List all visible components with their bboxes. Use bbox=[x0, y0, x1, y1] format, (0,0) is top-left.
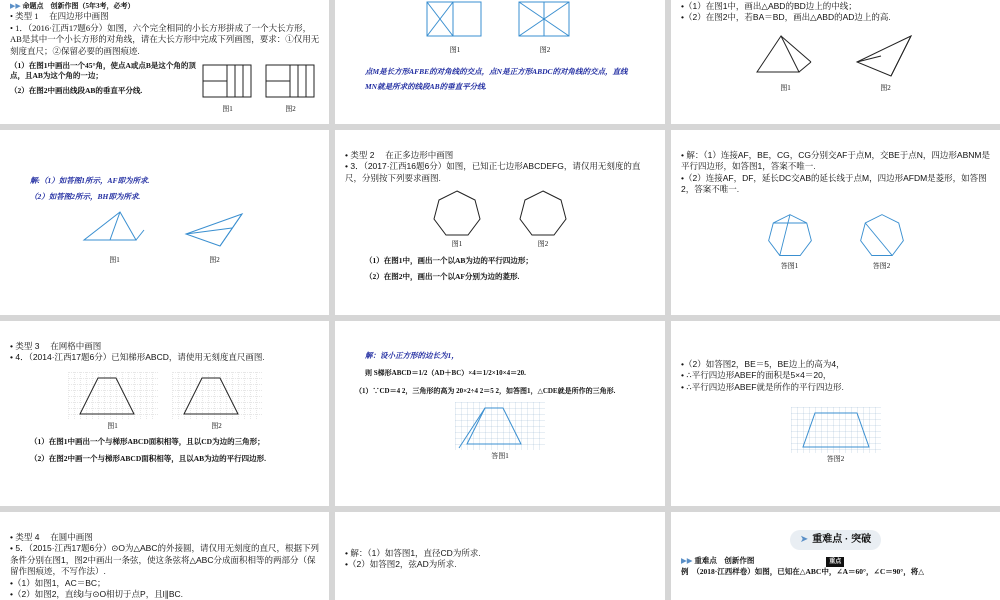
type-heading: • 类型 2 在正多边形中画图 bbox=[345, 150, 454, 160]
answer-figure-2: 图2 bbox=[180, 210, 250, 265]
triangle-icon: ▶▶ bbox=[10, 2, 21, 10]
figure-2: 图2 bbox=[851, 32, 921, 93]
figure-2: 图2 bbox=[263, 61, 318, 114]
answer-figure-1: 答图1 bbox=[764, 210, 816, 271]
answer-1: •（2）如答图2，BE＝5，BE边上的高为4， bbox=[681, 359, 845, 369]
question-1: （1）在图1中画出一个与梯形ABCD面积相等，且以CD为边的三角形； bbox=[30, 437, 265, 447]
section-banner: ➤ 重难点 · 突破 bbox=[790, 530, 881, 550]
question-2: •（2）在图2中，若BA＝BD，画出△ABD的AD边上的高. bbox=[681, 12, 891, 23]
section-header: ▶▶ 命题点 创新作图（5年3考，必考） bbox=[10, 2, 135, 10]
answer-2: （2）如答图2所示，BH即为所求. bbox=[30, 192, 141, 202]
answer-1: • 解：（1）如答图1，直径CD为所求. bbox=[345, 548, 481, 558]
problem-text: • 3．（2017·江西16题6分）如图，已知正七边形ABCDEFG，请仅用无刻度的直尺，分别按下列要求画图. bbox=[345, 161, 641, 183]
key-point-badge: 重点 bbox=[826, 557, 844, 567]
question-2: （2）在图2中画出线段AB的垂直平分线. bbox=[10, 85, 143, 95]
example-text: 例 （2018·江西样卷）如图，已知在△ABC中，∠A＝60°，∠C＝90°，将△ bbox=[681, 566, 925, 576]
answer-figure-1: 图1 bbox=[425, 0, 485, 55]
answer-2: • ∴平行四边形ABEF的面积是5×4＝20， bbox=[681, 370, 832, 381]
figure-1: 图1 bbox=[200, 61, 255, 114]
question-1: （1）在图1中画出一个45°角，使点A或点B是这个角的顶点，且AB为这个角的一边； bbox=[10, 61, 196, 81]
slide-11 bbox=[335, 512, 665, 600]
question-1: （1）在图1中，画出一个以AB为边的平行四边形； bbox=[365, 255, 533, 265]
figure-1: 图1 bbox=[751, 32, 821, 93]
heptagon-figure-2: 图2 bbox=[515, 188, 571, 249]
section-header: ▶▶ 重难点 创新作图 重点 bbox=[681, 556, 990, 567]
problem-text: • 5．（2015·江西17题6分）⊙O为△ABC的外接圆，请仅用无刻度的直尺，根据下列条件分别在图1，图2中画出一条弦，使这条弦将△ABC分成面积相等的两部分（保留作图痕迹，不写作法）. bbox=[10, 543, 319, 577]
arrow-icon: ➤ bbox=[799, 534, 809, 545]
grid-figure-1: 图1 bbox=[68, 372, 158, 431]
answer-1: 解:（1）如答图1所示，AF即为所求. bbox=[30, 176, 150, 185]
answer-figure-1: 图1 bbox=[80, 210, 150, 265]
answer-2: •（2）连接AF，DF，延长DC交AB的延长线于点M，四边形AFDM是菱形，如答图2，答案不唯一. bbox=[681, 172, 987, 195]
grid-figure-2: 图2 bbox=[172, 372, 262, 431]
slide-7 bbox=[0, 321, 329, 506]
question-2: （2）在图2中，画出一个以AF分别为边的菱形. bbox=[365, 271, 520, 281]
problem-text: • 4．（2014·江西17题6分）已知梯形ABCD，请使用无刻度直尺画图. bbox=[10, 352, 265, 363]
slide-6 bbox=[671, 130, 1000, 315]
slide-4 bbox=[0, 130, 329, 315]
type-heading: • 类型 3 在网格中画图 bbox=[10, 341, 102, 351]
type-heading: • 类型 4 在圆中画图 bbox=[10, 532, 93, 542]
slide-1 bbox=[0, 0, 329, 124]
answer-figure-2: 答图2 bbox=[856, 210, 908, 271]
answer-2: 则 S梯形ABCD＝1/2（AD＋BC）×4＝1/2×10×4＝20. bbox=[365, 369, 526, 378]
type-heading: • 类型 1 在四边形中画图 bbox=[10, 11, 109, 22]
answer-figure: 答图1 bbox=[455, 402, 545, 461]
question-1: •（1）在图1中，画出△ABD的BD边上的中线； bbox=[681, 1, 857, 11]
heptagon-figure-1: 图1 bbox=[429, 188, 485, 249]
slide-3 bbox=[671, 0, 1000, 124]
answer-figure-2: 图2 bbox=[515, 0, 575, 55]
question-2: •（2）如图2，直线l与⊙O相切于点P，且l∥BC. bbox=[10, 589, 184, 600]
answer-3: （1）∵CD＝4 2，三角形的高为 20×2÷4 2＝5 2，如答图1，△CDE就是所作的三角形. bbox=[355, 386, 616, 395]
question-2: （2）在图2中画一个与梯形ABCD面积相等，且以AB为边的平行四边形. bbox=[30, 453, 267, 463]
slide-10 bbox=[0, 512, 329, 600]
slide-8 bbox=[335, 321, 665, 506]
answer-3: • ∴平行四边形ABEF就是所作的平行四边形. bbox=[681, 381, 844, 392]
question-1: •（1）如图1，AC＝BC； bbox=[10, 577, 106, 588]
answer-1: 解：设小正方形的边长为1， bbox=[365, 351, 459, 360]
answer-figure: 答图2 bbox=[791, 407, 881, 464]
slide-2 bbox=[335, 0, 665, 124]
answer-2: •（2）如答图2，弦AD为所求. bbox=[345, 559, 457, 570]
slide-5 bbox=[335, 130, 665, 315]
slide-9 bbox=[671, 321, 1000, 506]
problem-text: • 1．（2016·江西17题6分）如图，六个完全相同的小长方形拼成了一个大长方形，AB是其中一个小长方形的对角线，请在大长方形中完成下列画图，要求：①仅用无刻度直尺；②保留必要的画图痕迹. bbox=[10, 22, 320, 56]
slide-12 bbox=[671, 512, 1000, 600]
triangle-icon: ▶▶ bbox=[681, 555, 693, 565]
answer-text: 点M是长方形AFBE的对角线的交点，点N是正方形ABDC的对角线的交点，直线MN就是所求的线段AB的垂直平分线. bbox=[365, 67, 628, 91]
answer-1: • 解：（1）连接AF，BE，CG，CG分别交AF于点M，交BE于点N，四边形ABNM是平行四边形，如答图1，答案不唯一. bbox=[681, 150, 990, 172]
